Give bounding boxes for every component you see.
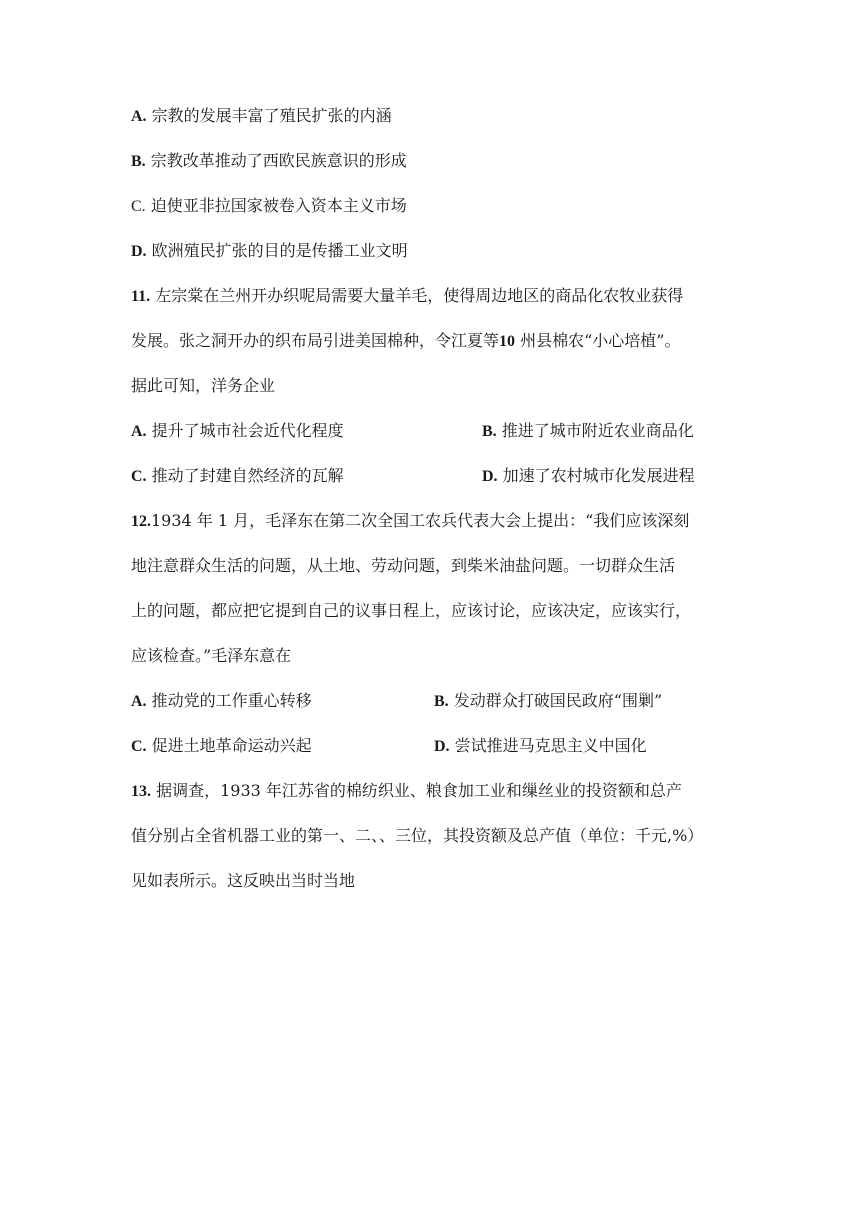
- option-label: C.: [131, 738, 147, 755]
- q11-stem-line-1: [131, 286, 683, 307]
- q10-option-b: [131, 151, 407, 172]
- option-label: A.: [131, 693, 147, 710]
- stem-text: 见如表所示。这反映出当时当地: [131, 871, 356, 890]
- stem-text: 上的问题，都应把它提到自己的议事日程上，应该讨论，应该决定，应该实行，: [131, 601, 692, 620]
- q12-option-a: [131, 691, 312, 712]
- stem-number: 10: [499, 333, 516, 350]
- stem-text: 左宗棠在兰州开办织呢局需要大量羊毛，使得周边地区的商品化农牧业获得: [155, 286, 684, 305]
- option-label: A.: [131, 108, 147, 125]
- stem-text: 地注意群众生活的问题，从土地、劳动问题，到柴米油盐问题。一切群众生活: [131, 556, 676, 575]
- q10-option-c: [131, 196, 407, 217]
- option-label: A.: [131, 423, 147, 440]
- option-text: 欧洲殖民扩张的目的是传播工业文明: [151, 241, 408, 260]
- q11-stem-line-2: [131, 331, 680, 352]
- option-text: 推动了封建自然经济的瓦解: [151, 466, 344, 485]
- stem-text: 据此可知，洋务企业: [131, 376, 276, 395]
- option-label: C.: [131, 198, 146, 215]
- option-text: 迫使亚非拉国家被卷入资本主义市场: [150, 196, 407, 215]
- q11-option-c: [131, 466, 344, 487]
- option-text: 加速了农村城市化发展进程: [502, 466, 695, 485]
- option-text: 提升了城市社会近代化程度: [151, 421, 344, 440]
- q11-option-b: [482, 421, 694, 442]
- option-label: D.: [131, 243, 147, 260]
- question-number: 12.: [131, 513, 151, 530]
- q12-stem-line-1: [131, 511, 689, 532]
- option-label: D.: [434, 738, 450, 755]
- option-text: 发动群众打破国民政府“围剿”: [453, 691, 663, 710]
- option-label: B.: [131, 153, 146, 170]
- option-text: 宗教改革推动了西欧民族意识的形成: [150, 151, 407, 170]
- q11-stem-line-3: [131, 376, 275, 396]
- stem-text: 发展。张之洞开办的织布局引进美国棉种，令江夏等: [131, 331, 500, 350]
- q11-option-d: [482, 466, 695, 487]
- stem-text: 据调查，1933 年江苏省的棉纺织业、粮食加工业和缫丝业的投资额和总产: [156, 781, 682, 800]
- q13-stem-line-1: [131, 781, 682, 802]
- option-label: B.: [434, 693, 449, 710]
- question-number: 13.: [131, 783, 151, 800]
- q12-stem-line-3: [131, 601, 691, 621]
- option-text: 推动党的工作重心转移: [151, 691, 312, 710]
- stem-text: 值分别占全省机器工业的第一、二、、三位，其投资额及总产值（单位：千元,%）: [131, 826, 704, 845]
- q13-stem-line-3: [131, 871, 355, 891]
- stem-text: 应该检查。”毛泽东意在: [131, 646, 292, 665]
- option-text: 宗教的发展丰富了殖民扩张的内涵: [151, 106, 392, 125]
- option-text: 促进土地革命运动兴起: [151, 736, 312, 755]
- question-number: 11.: [131, 288, 151, 305]
- q12-stem-line-2: [131, 556, 675, 576]
- stem-text: 州县棉农“小心培植”。: [520, 331, 681, 350]
- q12-option-b: [434, 691, 662, 712]
- q13-stem-line-2: [131, 826, 703, 846]
- q12-option-c: [131, 736, 312, 757]
- q11-option-a: [131, 421, 344, 442]
- q12-option-d: [434, 736, 647, 757]
- q10-option-d: [131, 241, 408, 262]
- stem-text: 1934 年 1 月，毛泽东在第二次全国工农兵代表大会上提出：“我们应该深刻: [151, 511, 690, 530]
- option-text: 推进了城市附近农业商品化: [501, 421, 694, 440]
- option-text: 尝试推进马克思主义中国化: [454, 736, 647, 755]
- q10-option-a: [131, 106, 392, 127]
- option-label: B.: [482, 423, 497, 440]
- option-label: D.: [482, 468, 498, 485]
- option-label: C.: [131, 468, 147, 485]
- q12-stem-line-4: [131, 646, 291, 666]
